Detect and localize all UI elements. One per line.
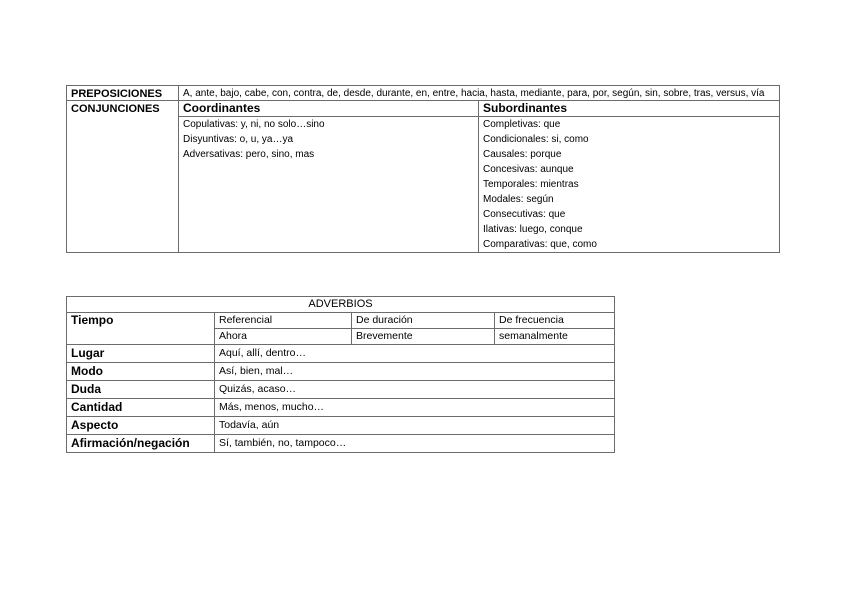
adverbs-title: ADVERBIOS xyxy=(67,297,615,313)
list-item: Comparativas: que, como xyxy=(483,239,597,250)
row-value: Todavía, aún xyxy=(215,417,615,435)
table-row xyxy=(67,417,615,435)
list-item: Copulativas: y, ni, no solo…sino xyxy=(183,119,325,130)
row-label: Cantidad xyxy=(67,399,215,417)
prepositions-list: A, ante, bajo, cabe, con, contra, de, desde, durante, en, entre, hacia, hasta, mediante, para, por, según, sin, sobre, tras, versus, vía xyxy=(179,86,780,101)
row-value: Quizás, acaso… xyxy=(215,381,615,399)
adverbs-table xyxy=(66,296,615,453)
tiempo-value-frecuencia: semanalmente xyxy=(495,329,615,345)
tiempo-header-referencial: Referencial xyxy=(215,313,352,329)
tiempo-label: Tiempo xyxy=(67,313,215,345)
conjunctions-label: CONJUNCIONES xyxy=(67,101,179,253)
row-label: Lugar xyxy=(67,345,215,363)
row-label: Aspecto xyxy=(67,417,215,435)
coordinantes-list xyxy=(179,117,479,253)
list-item: Modales: según xyxy=(483,194,554,205)
prepositions-label: PREPOSICIONES xyxy=(67,86,179,101)
subordinantes-heading: Subordinantes xyxy=(479,101,780,117)
conjunctions-header-row xyxy=(67,101,780,117)
row-label: Afirmación/negación xyxy=(67,435,215,453)
tiempo-header-duracion: De duración xyxy=(352,313,495,329)
list-item: Consecutivas: que xyxy=(483,209,566,220)
prepositions-conjunctions-table xyxy=(66,85,780,253)
list-item: Causales: porque xyxy=(483,149,562,160)
list-item: Concesivas: aunque xyxy=(483,164,574,175)
table-row xyxy=(67,345,615,363)
table-row xyxy=(67,435,615,453)
list-item: Condicionales: si, como xyxy=(483,134,589,145)
table-row xyxy=(67,399,615,417)
prepositions-row xyxy=(67,86,780,101)
table-row xyxy=(67,381,615,399)
list-item: Disyuntivas: o, u, ya…ya xyxy=(183,134,294,145)
subordinantes-list xyxy=(479,117,780,253)
list-item: Temporales: mientras xyxy=(483,179,579,190)
row-label: Duda xyxy=(67,381,215,399)
list-item: Completivas: que xyxy=(483,119,561,130)
tiempo-header-row xyxy=(67,313,615,329)
tiempo-value-duracion: Brevemente xyxy=(352,329,495,345)
row-label: Modo xyxy=(67,363,215,381)
adverbs-title-row xyxy=(67,297,615,313)
list-item: Adversativas: pero, sino, mas xyxy=(183,149,315,160)
coordinantes-heading: Coordinantes xyxy=(179,101,479,117)
tiempo-header-frecuencia: De frecuencia xyxy=(495,313,615,329)
row-value: Aquí, allí, dentro… xyxy=(215,345,615,363)
row-value: Sí, también, no, tampoco… xyxy=(215,435,615,453)
table-row xyxy=(67,363,615,381)
row-value: Así, bien, mal… xyxy=(215,363,615,381)
list-item: Ilativas: luego, conque xyxy=(483,224,583,235)
row-value: Más, menos, mucho… xyxy=(215,399,615,417)
tiempo-value-referencial: Ahora xyxy=(215,329,352,345)
